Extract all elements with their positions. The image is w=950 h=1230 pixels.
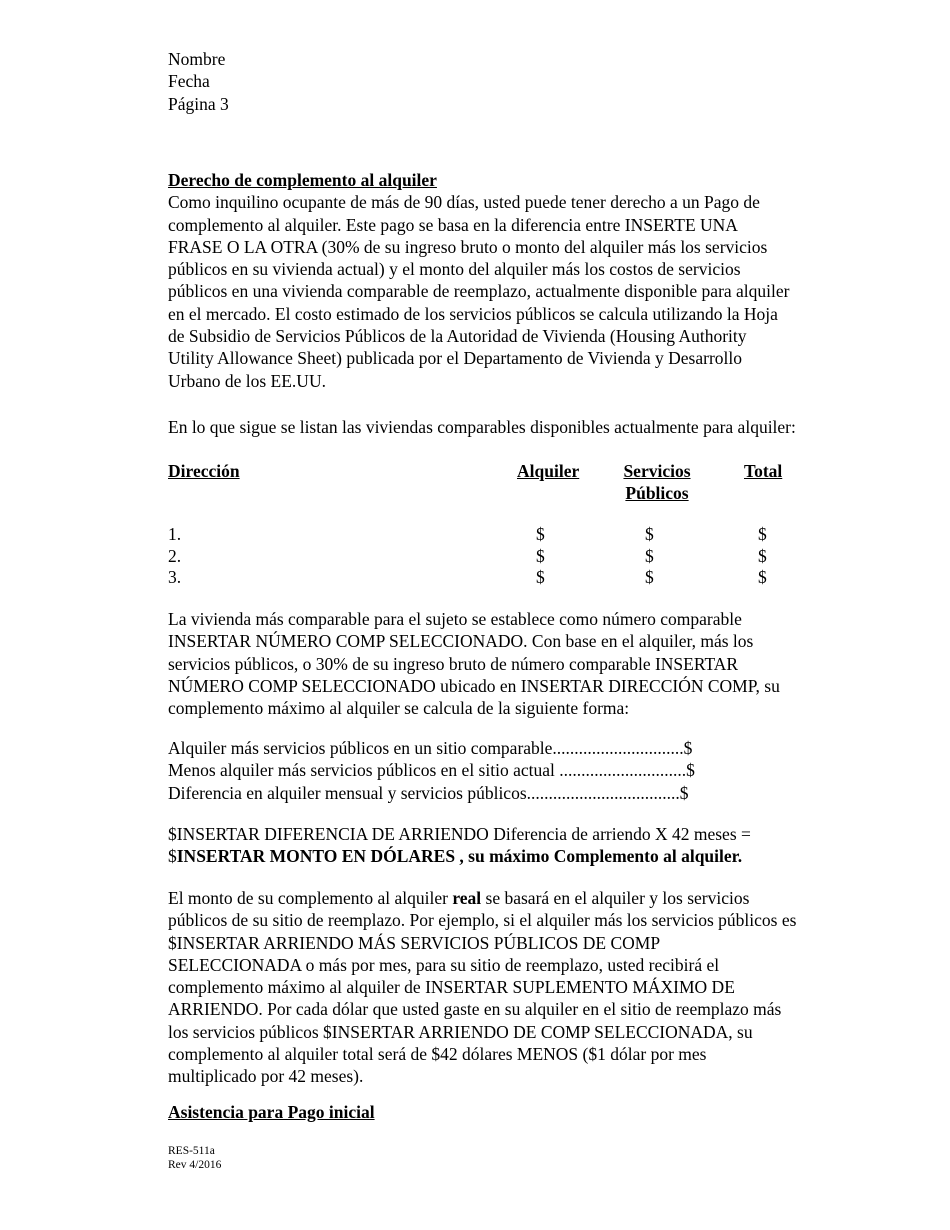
paragraph-line <box>168 887 848 909</box>
paragraph-line: los servicios públicos $INSERTAR ARRIENDO DE COMP SELECCIONADA, su <box>168 1021 753 1042</box>
utilities-cell: $ <box>645 524 654 544</box>
column-header-total: Total <box>744 461 783 481</box>
paragraph-line: FRASE O LA OTRA (30% de su ingreso bruto o monto del alquiler más los servicios <box>168 236 768 257</box>
utilities-cell: $ <box>645 545 654 566</box>
paragraph-line: en el mercado. El costo estimado de los servicios públicos se calcula utilizando la Hoja <box>168 303 778 324</box>
paragraph-line: La vivienda más comparable para el sujeto se establece como número comparable <box>168 609 742 629</box>
formula-line-1: $INSERTAR DIFERENCIA DE ARRIENDO Diferencia de arriendo X 42 meses = <box>168 824 751 844</box>
table-header <box>168 460 848 510</box>
paragraph-line: complemento máximo al alquiler se calcula de la siguiente forma: <box>168 698 630 719</box>
paragraph-line: Utility Allowance Sheet) publicada por el Departamento de Vivienda y Desarrollo <box>168 348 743 369</box>
section-rent-supplement <box>168 169 848 392</box>
paragraph-line: multiplicado por 42 meses). <box>168 1066 364 1087</box>
line-text: El monto de su complemento al alquiler <box>168 888 453 908</box>
paragraph-line: servicios públicos, o 30% de su ingreso bruto de número comparable INSERTAR <box>168 653 739 674</box>
total-cell: $ <box>758 524 767 544</box>
paragraph-line: ARRIENDO. Por cada dólar que usted gaste en su alquiler en el sitio de reemplazo más <box>168 999 782 1020</box>
formula-bold-text: INSERTAR MONTO EN DÓLARES , su máximo Complemento al alquiler. <box>176 846 743 867</box>
page-footer <box>168 1144 221 1172</box>
paragraph-line: $INSERTAR ARRIENDO MÁS SERVICIOS PÚBLICOS DE COMP <box>168 932 661 953</box>
row-number: 2. <box>168 545 182 566</box>
section-heading: Asistencia para Pago inicial <box>168 1102 375 1122</box>
paragraph-line: Como inquilino ocupante de más de 90 días, usted puede tener derecho a un Pago de <box>168 192 760 213</box>
row-number: 1. <box>168 524 182 544</box>
paragraph-line: INSERTAR NÚMERO COMP SELECCIONADO. Con base en el alquiler, más los <box>168 631 754 652</box>
paragraph-line: complemento máximo al alquiler de INSERTAR SUPLEMENTO MÁXIMO DE <box>168 977 735 998</box>
paragraph-line: complemento al alquiler total será de $42 dólares MENOS ($1 dólar por mes <box>168 1044 707 1065</box>
form-code: RES-511a <box>168 1145 215 1157</box>
utilities-cell: $ <box>645 567 654 587</box>
row-number: 3. <box>168 567 182 587</box>
column-header-address: Dirección <box>168 461 240 481</box>
page-header <box>168 48 848 115</box>
paragraph-line: públicos de su sitio de reemplazo. Por ejemplo, si el alquiler más los servicios públicos es <box>168 910 797 931</box>
column-header-rent: Alquiler <box>517 461 580 481</box>
table-row <box>168 545 848 567</box>
rent-cell: $ <box>536 545 545 566</box>
total-cell: $ <box>758 545 767 566</box>
total-cell: $ <box>758 567 767 587</box>
comparable-paragraph <box>168 608 848 719</box>
paragraph-line: públicos en una vivienda comparable de reemplazo, actualmente disponible para alquiler <box>168 281 790 302</box>
paragraph-line: Urbano de los EE.UU. <box>168 370 326 391</box>
actual-supplement-paragraph <box>168 887 848 1088</box>
comparables-table <box>168 523 848 588</box>
column-header-utilities-line2: Públicos <box>625 483 689 504</box>
formula-block <box>168 823 848 868</box>
table-row <box>168 523 848 545</box>
paragraph-line: NÚMERO COMP SELECCIONADO ubicado en INSERTAR DIRECCIÓN COMP, su <box>168 675 780 696</box>
column-header-utilities-line1: Servicios <box>623 461 691 481</box>
table-row <box>168 566 848 588</box>
date-label: Fecha <box>168 71 210 92</box>
calculation-block <box>168 737 848 804</box>
revision-date: Rev 4/2016 <box>168 1159 222 1171</box>
page-number: Página 3 <box>168 93 229 114</box>
dollar-sign: $ <box>168 846 177 867</box>
column-header-utilities <box>621 460 693 505</box>
rent-cell: $ <box>536 524 545 544</box>
paragraph-line: SELECCIONADA o más por mes, para su sitio de reemplazo, usted recibirá el <box>168 954 720 975</box>
rent-cell: $ <box>536 567 545 587</box>
section-heading-down-payment <box>168 1101 848 1123</box>
paragraph-line: complemento al alquiler. Este pago se basa en la diferencia entre INSERTE UNA <box>168 214 738 235</box>
bold-word-real: real <box>452 888 482 908</box>
paragraph-line: de Subsidio de Servicios Públicos de la Autoridad de Vivienda (Housing Authority <box>168 326 747 347</box>
line-text: se basará en el alquiler y los servicios <box>481 888 750 908</box>
list-intro: En lo que sigue se listan las viviendas comparables disponibles actualmente para alquiler: <box>168 417 796 437</box>
paragraph-line: públicos en su vivienda actual) y el monto del alquiler más los costos de servicios <box>168 259 741 280</box>
calc-line-comparable: Alquiler más servicios públicos en un sitio comparable..............................$ <box>168 738 693 758</box>
calc-line-current: Menos alquiler más servicios públicos en el sitio actual .............................$ <box>168 760 695 781</box>
section-heading: Derecho de complemento al alquiler <box>168 170 437 190</box>
calc-line-difference: Diferencia en alquiler mensual y servicios públicos...................................$ <box>168 782 689 803</box>
formula-line-2 <box>168 845 848 867</box>
name-label: Nombre <box>168 49 226 69</box>
